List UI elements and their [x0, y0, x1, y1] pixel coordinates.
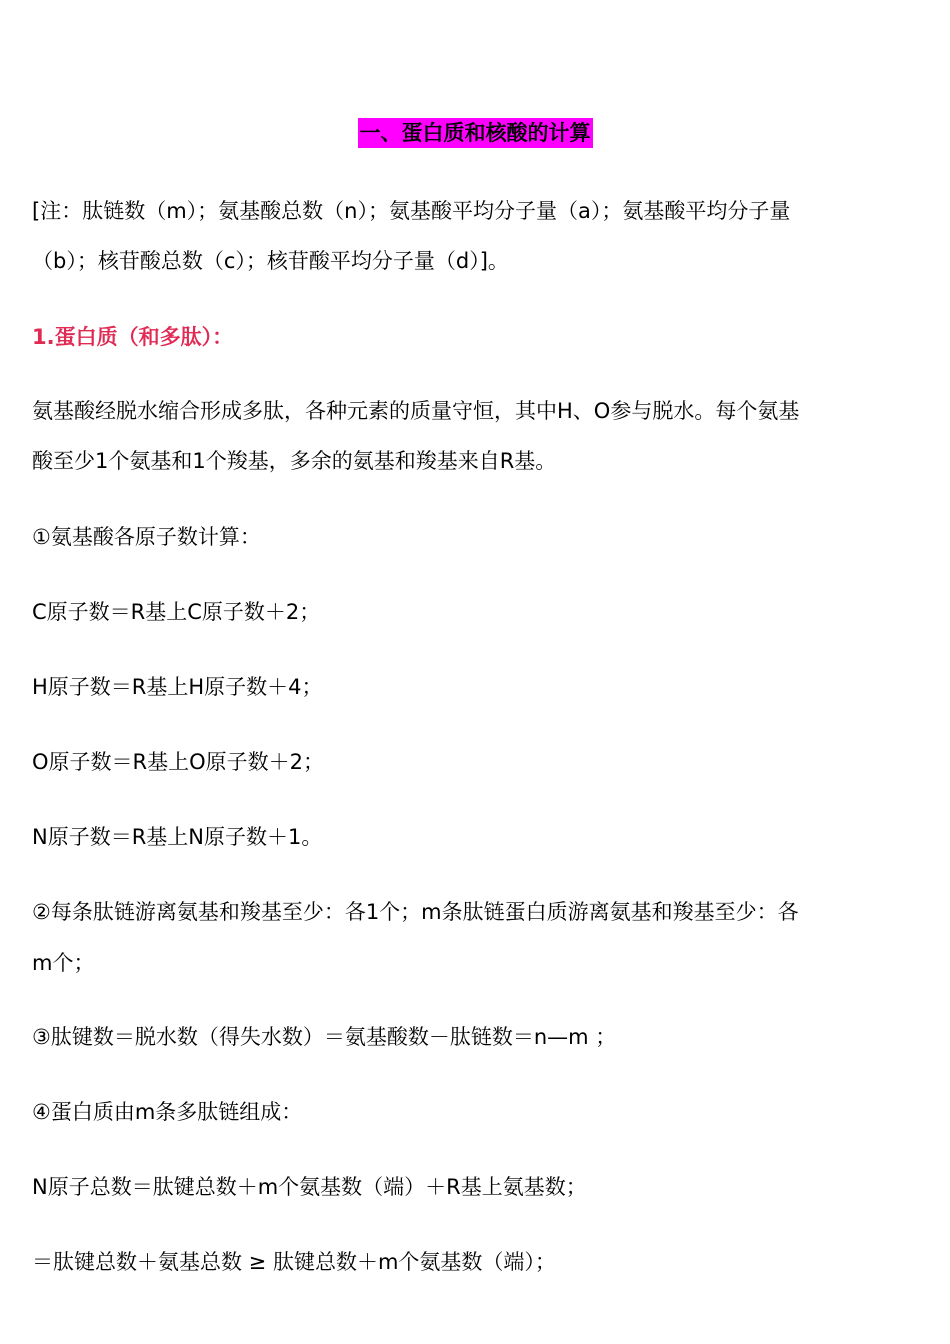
document-title: 一、蛋白质和核酸的计算	[358, 118, 593, 148]
item-3-formula: ③肽键数＝脱水数（得失水数）＝氨基酸数－肽链数＝n—m ；	[32, 1025, 617, 1049]
n-total-formula-line-1: N原子总数＝肽键总数＋m个氨基数（端）＋R基上氨基数；	[32, 1175, 587, 1199]
section-heading-protein: 1.蛋白质（和多肽）：	[32, 325, 234, 349]
h-atoms-formula: H原子数＝R基上H原子数＋4；	[32, 675, 323, 699]
item-1-title: ①氨基酸各原子数计算：	[32, 525, 261, 549]
c-atoms-formula: C原子数＝R基上C原子数＋2；	[32, 600, 321, 624]
intro-line-1: 氨基酸经脱水缩合形成多肽，各种元素的质量守恒，其中H、O参与脱水。每个氨基	[32, 399, 800, 423]
note-line-2: （b）；核苷酸总数（c）；核苷酸平均分子量（d）]。	[32, 249, 509, 273]
note-line-1: [注：肽链数（m）；氨基酸总数（n）；氨基酸平均分子量（a）；氨基酸平均分子量	[32, 199, 791, 223]
n-atoms-formula: N原子数＝R基上N原子数＋1。	[32, 825, 323, 849]
intro-line-2: 酸至少1个氨基和1个羧基，多余的氨基和羧基来自R基。	[32, 449, 557, 473]
title-wrapper	[0, 118, 950, 148]
item-4-title: ④蛋白质由m条多肽链组成：	[32, 1100, 303, 1124]
item-2-line-2: m个；	[32, 951, 95, 975]
n-total-formula-line-2: ＝肽键总数＋氨基总数 ≥ 肽键总数＋m个氨基数（端）；	[32, 1250, 556, 1274]
o-atoms-formula: O原子数＝R基上O原子数＋2；	[32, 750, 325, 774]
item-2-line-1: ②每条肽链游离氨基和羧基至少：各1个；m条肽链蛋白质游离氨基和羧基至少：各	[32, 900, 799, 924]
